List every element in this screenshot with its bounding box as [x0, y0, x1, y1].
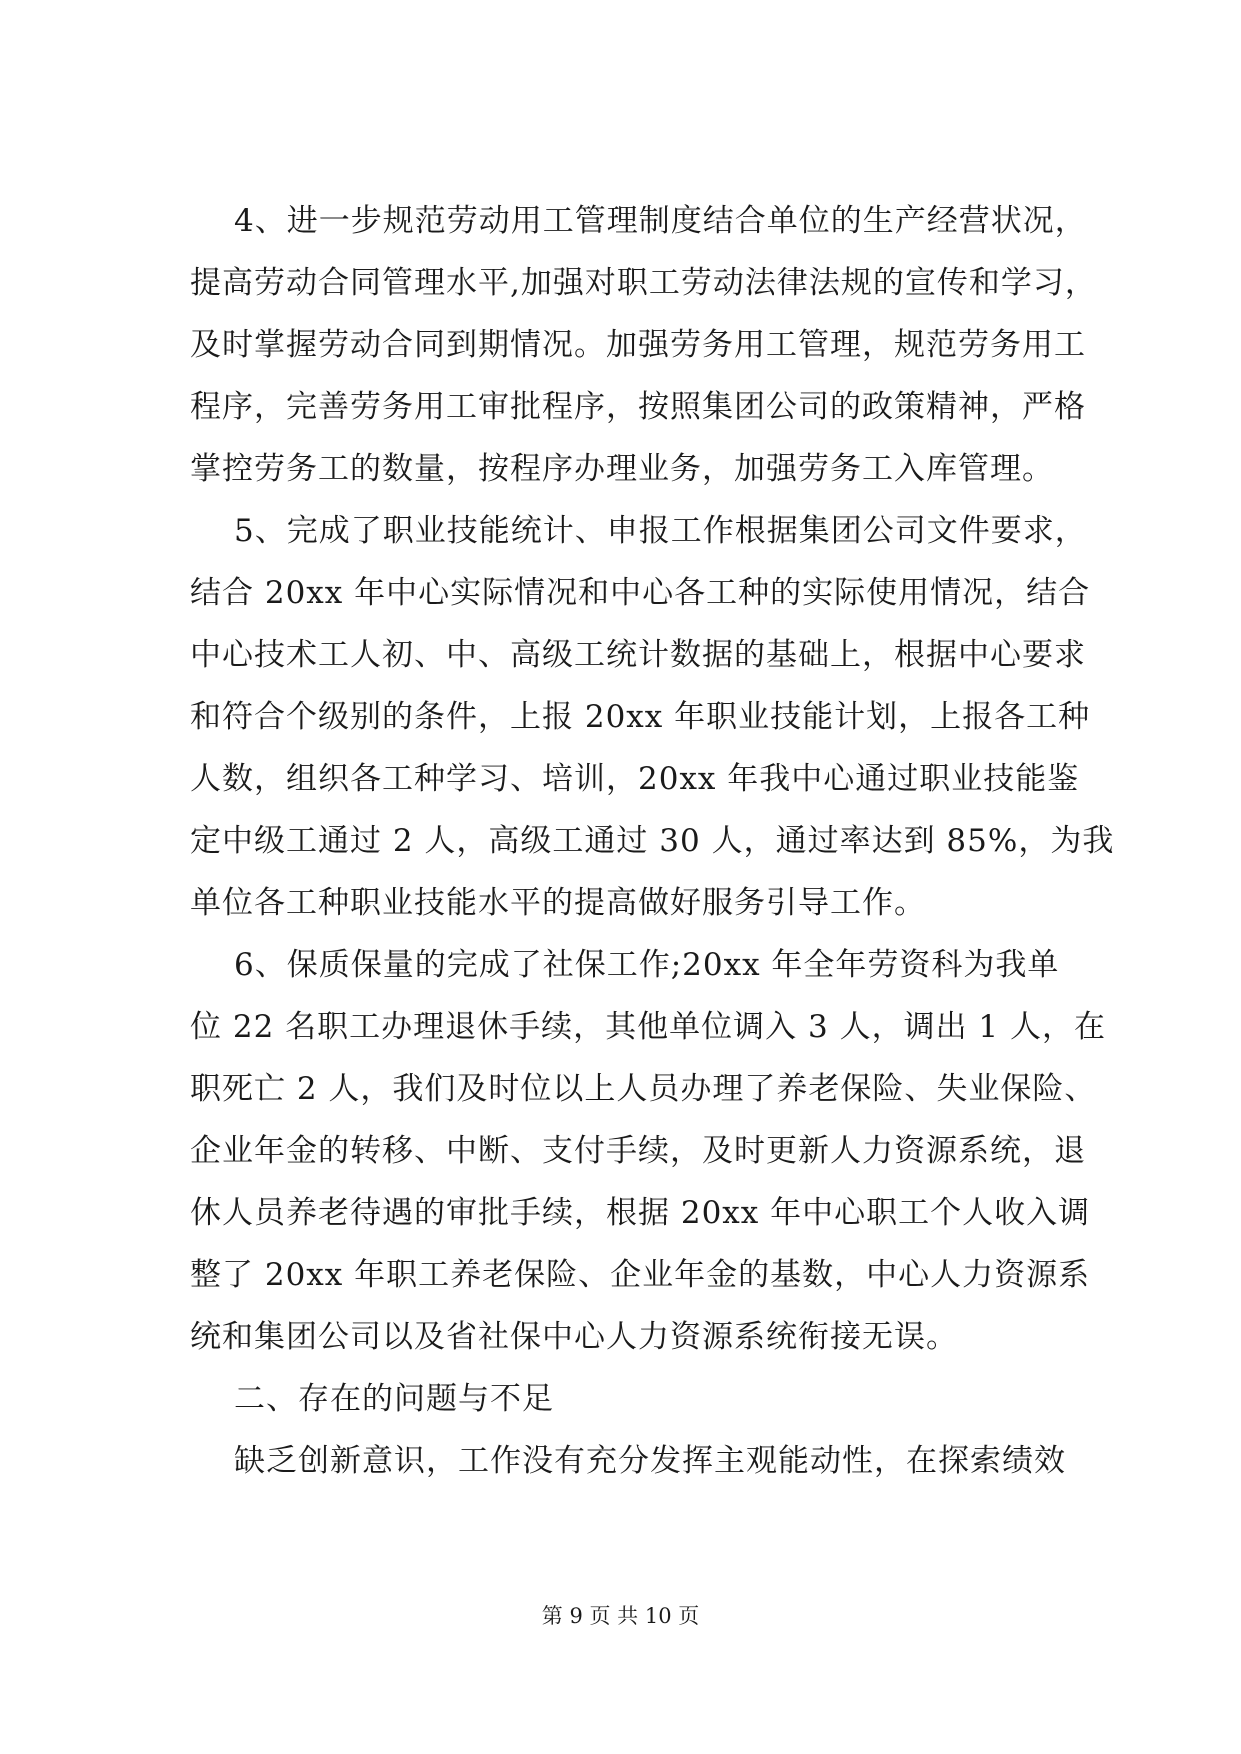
body-text: [190, 190, 1115, 1492]
text-line: 休人员养老待遇的审批手续，根据 20xx 年中心职工个人收入调: [190, 1195, 1091, 1231]
text-line: 提高劳动合同管理水平,加强对职工劳动法律法规的宣传和学习，: [190, 265, 1097, 301]
text-line: 和符合个级别的条件，上报 20xx 年职业技能计划，上报各工种: [190, 699, 1091, 735]
text-line: 单位各工种职业技能水平的提高做好服务引导工作。: [190, 885, 926, 921]
text-line: 4、进一步规范劳动用工管理制度结合单位的生产经营状况，: [234, 203, 1087, 239]
text-line: 定中级工通过 2 人，高级工通过 30 人，通过率达到 85%，为我: [190, 823, 1115, 859]
text-line: 中心技术工人初、中、高级工统计数据的基础上，根据中心要求: [190, 637, 1086, 673]
text-line: 二、存在的问题与不足: [234, 1381, 554, 1417]
text-line: 程序，完善劳务用工审批程序，按照集团公司的政策精神，严格: [190, 389, 1086, 425]
text-line: 掌控劳务工的数量，按程序办理业务，加强劳务工入库管理。: [190, 451, 1054, 487]
text-line: 企业年金的转移、中断、支付手续，及时更新人力资源系统，退: [190, 1133, 1086, 1169]
text-line: 及时掌握劳动合同到期情况。加强劳务用工管理，规范劳务用工: [190, 327, 1086, 363]
text-line: 缺乏创新意识，工作没有充分发挥主观能动性，在探索绩效: [234, 1443, 1066, 1479]
text-line: 人数，组织各工种学习、培训，20xx 年我中心通过职业技能鉴: [190, 761, 1080, 797]
page-footer: 第 9 页 共 10 页: [541, 1604, 700, 1628]
text-line: 结合 20xx 年中心实际情况和中心各工种的实际使用情况，结合: [190, 575, 1091, 611]
text-line: 整了 20xx 年职工养老保险、企业年金的基数，中心人力资源系: [190, 1257, 1091, 1293]
text-line: 6、保质保量的完成了社保工作;20xx 年全年劳资科为我单: [234, 947, 1060, 983]
text-line: 职死亡 2 人，我们及时位以上人员办理了养老保险、失业保险、: [190, 1071, 1097, 1107]
text-line: 位 22 名职工办理退休手续，其他单位调入 3 人，调出 1 人，在: [190, 1009, 1107, 1045]
text-line: 统和集团公司以及省社保中心人力资源系统衔接无误。: [190, 1319, 958, 1355]
text-line: 5、完成了职业技能统计、申报工作根据集团公司文件要求，: [234, 513, 1087, 549]
